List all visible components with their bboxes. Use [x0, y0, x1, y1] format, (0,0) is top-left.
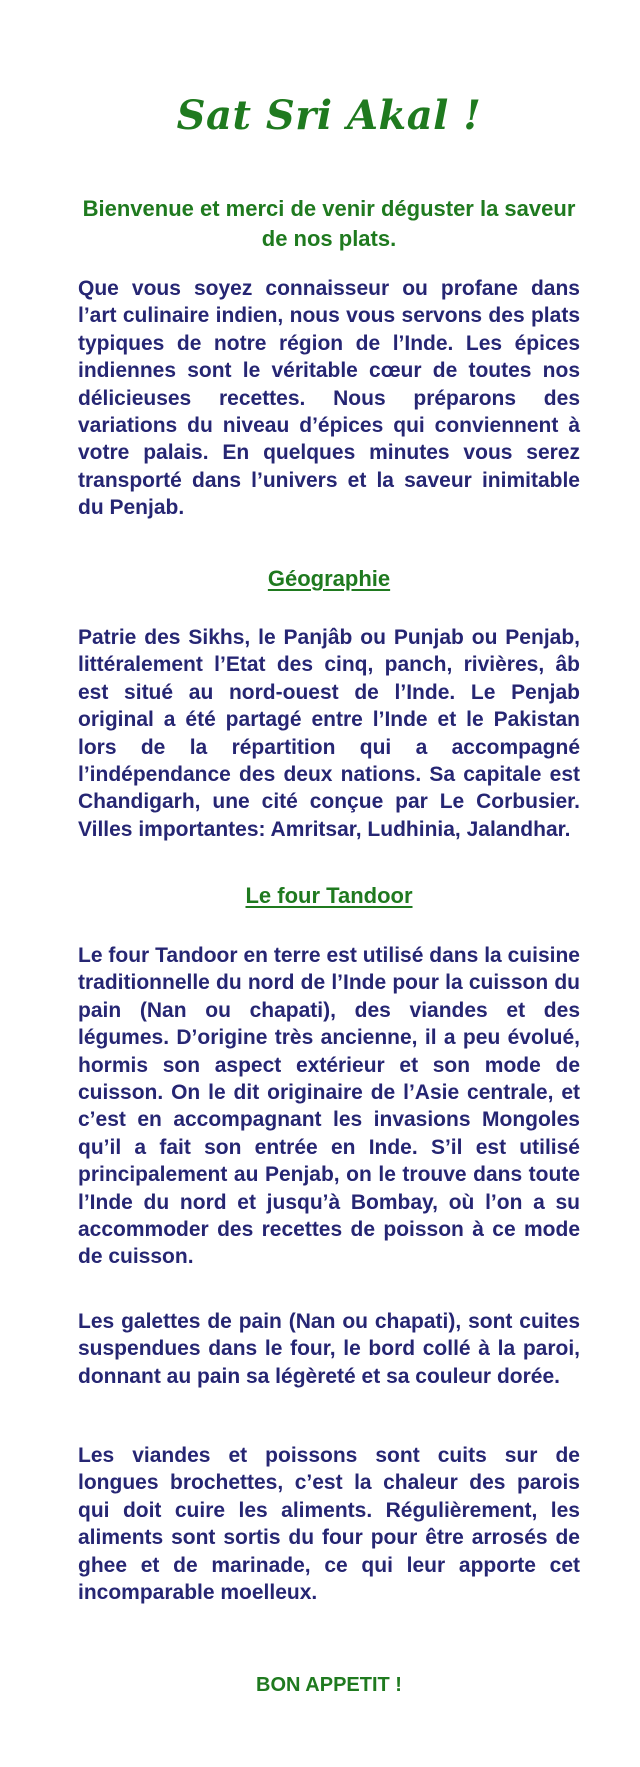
- closing-message: BON APPETIT !: [256, 1674, 402, 1696]
- welcome-intro: Bienvenue et merci de venir déguster la saveur de nos plats.: [82, 196, 576, 251]
- restaurant-greeting-logo: Sat Sri Akal !: [176, 92, 482, 139]
- welcome-paragraph: Que vous soyez connaisseur ou profane dans l’art culinaire indien, nous vous servons des plats typiques de notre région de l’Inde. Les épices indiennes sont le véritable cœur de toutes nos délicieuses recettes. Nous préparons des variations du niveau d’épices qui conviennent à votre palais. En quelques minutes vous serez transporté dans l’univers et la saveur inimitable du Penjab.: [78, 277, 580, 520]
- heading-geography: Géographie: [267, 566, 391, 591]
- tandoor-paragraph-2: Les galettes de pain (Nan ou chapati), sont cuites suspendues dans le four, le bord collé à la paroi, donnant au pain sa légèreté et sa couleur dorée.: [78, 1310, 580, 1388]
- heading-tandoor: Le four Tandoor: [245, 883, 413, 908]
- tandoor-paragraph-3: Les viandes et poissons sont cuits sur de longues brochettes, c’est la chaleur des parois qui doit cuire les aliments. Régulièrement, les aliments sont sortis du four pour être arrosés de ghee et de marinade, ce qui leur apporte cet incomparable moelleux.: [78, 1444, 580, 1605]
- geography-paragraph: Patrie des Sikhs, le Panjâb ou Punjab ou Penjab, littéralement l’Etat des cinq, panch, rivières, âb est situé au nord-ouest de l’Inde. Le Penjab original a été partagé entre l’Inde et le Pakistan lors de la répartition qui a accompagné l’indépendance des deux nations. Sa capitale est Chandigarh, une cité conçue par Le Corbusier. Villes importantes: Amritsar, Ludhinia, Jalandhar.: [78, 626, 580, 841]
- tandoor-paragraph-1: Le four Tandoor en terre est utilisé dans la cuisine traditionnelle du nord de l’Inde pour la cuisson du pain (Nan ou chapati), des viandes et des légumes. D’origine très ancienne, il a peu évolué, hormis son aspect extérieur et son mode de cuisson. On le dit originaire de l’Asie centrale, et c’est en accompagnant les invasions Mongoles qu’il a fait son entrée en Inde. S’il est utilisé principalement au Penjab, on le trouve dans toute l’Inde du nord et jusqu’à Bombay, où l’on a su accommoder des recettes de poisson à ce mode de cuisson.: [78, 944, 580, 1269]
